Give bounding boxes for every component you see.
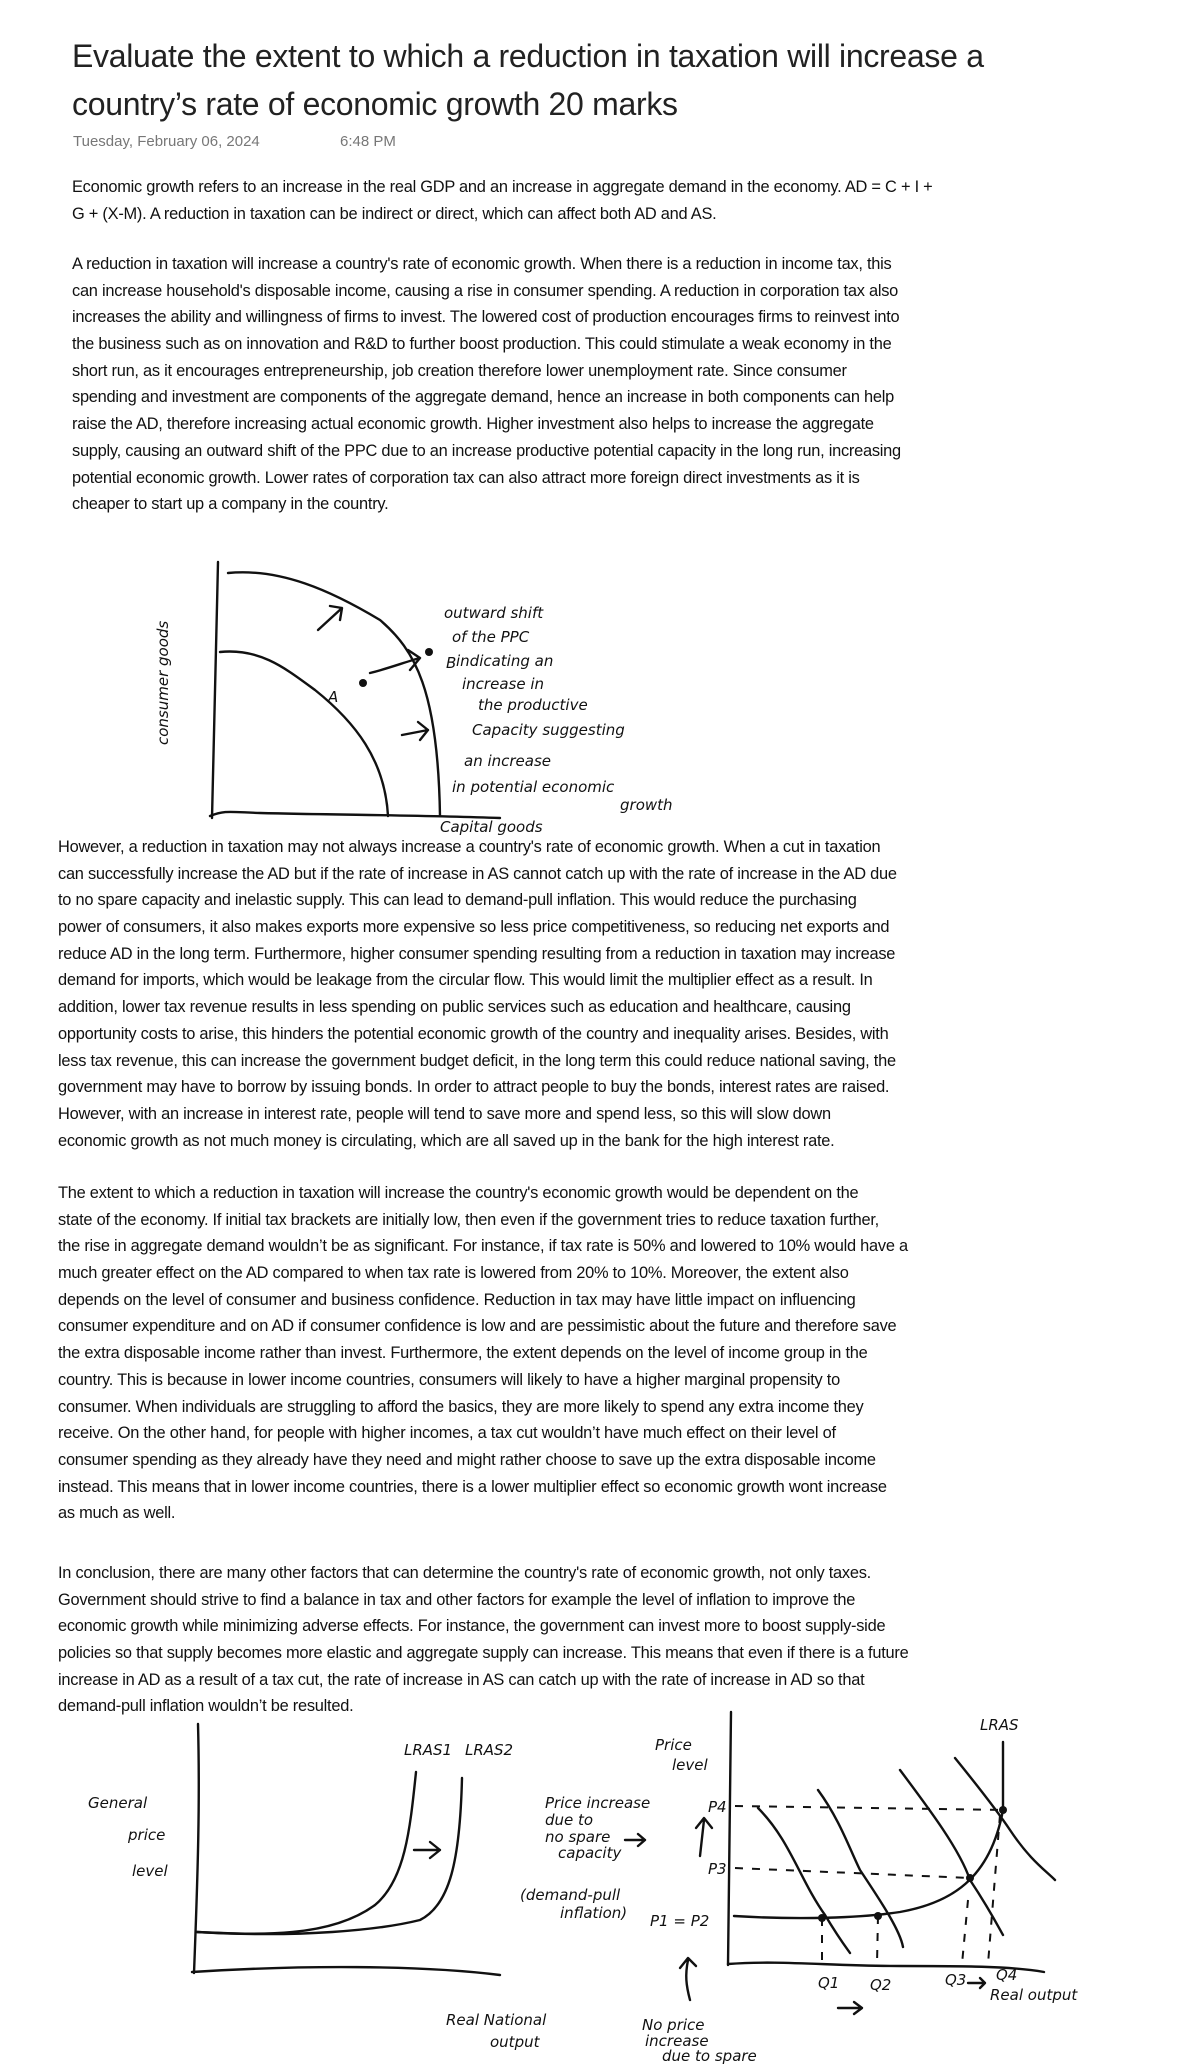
ppc-shifted xyxy=(228,572,440,816)
handwritten-label: increase in xyxy=(462,675,544,693)
ad-as-y-label xyxy=(655,1736,709,1774)
ad2-curve xyxy=(818,1790,903,1947)
ppc-y-label: consumer goods xyxy=(154,620,172,745)
handwritten-label: output xyxy=(490,2033,540,2051)
paragraph-line: policies so that supply becomes more elastic and aggregate supply can increase. This means that even if there is a future xyxy=(58,1644,909,1663)
as-curve xyxy=(734,1810,1003,1918)
q1-label: Q1 xyxy=(818,1974,840,1992)
handwritten-label: level xyxy=(132,1862,168,1880)
paragraph-line: government may have to borrow by issuing bonds. In order to attract people to buy the bonds, interest rates are raised. xyxy=(58,1078,890,1097)
paragraph-line: raise the AD, therefore increasing actual economic growth. Higher investment also helps to increase the aggregate xyxy=(72,415,874,434)
ad4-curve xyxy=(955,1758,1055,1880)
handwritten-label: No price xyxy=(642,2016,705,2034)
ppc-annotation xyxy=(444,604,673,814)
handwritten-label: due to spare xyxy=(662,2047,757,2065)
handwritten-label: inflation) xyxy=(560,1904,628,1922)
note-price-increase xyxy=(545,1794,650,1862)
x-axis xyxy=(192,1967,500,1975)
paragraph-line: However, a reduction in taxation may not always increase a country's rate of economic growth. When a cut in taxation xyxy=(58,838,881,856)
paragraph-line: increases the ability and willingness of firms to invest. The lowered cost of production encourages firms to reinvest into xyxy=(72,308,900,327)
paragraph-arguments-for xyxy=(72,251,901,518)
handwritten-label: General xyxy=(88,1794,148,1812)
note-demand-pull xyxy=(520,1886,627,1922)
arrow-icon xyxy=(625,1834,645,1846)
q3-guide xyxy=(962,1900,968,1964)
p3-guide xyxy=(735,1868,970,1878)
title-line: country’s rate of economic growth 20 marks xyxy=(72,86,678,122)
q4-guide xyxy=(988,1815,1000,1964)
arrow-icon xyxy=(402,722,428,740)
equilibrium-point xyxy=(999,1806,1007,1814)
arrow-icon xyxy=(370,650,420,673)
handwritten-label: Price increase xyxy=(545,1794,651,1812)
handwritten-label: Capacity suggesting xyxy=(472,721,625,739)
arrow-icon xyxy=(414,1842,440,1858)
q3-label: Q3 xyxy=(945,1971,967,1989)
point-a xyxy=(359,679,367,687)
paragraph-line: demand for imports, which would be leakage from the circular flow. This would limit the multiplier effect as a result. In xyxy=(58,971,873,990)
lras2-label: LRAS2 xyxy=(465,1741,514,1759)
handwritten-label: of the PPC xyxy=(452,628,530,646)
handwritten-label: indicating an xyxy=(456,652,554,670)
paragraph-line: consumer. When individuals are struggling to afford the basics, they are more likely to spend any extra income they xyxy=(58,1397,864,1416)
q2-guide xyxy=(877,1916,878,1964)
lras2-curve xyxy=(197,1778,462,1934)
paragraph-line: as much as well. xyxy=(58,1504,176,1523)
arrow-icon xyxy=(318,606,342,630)
arrow-icon xyxy=(680,1958,696,2000)
paragraph-line: potential economic growth. Lower rates of corporation tax can also attract more foreign direct investments as it is xyxy=(72,468,860,487)
paragraph-line: cheaper to start up a company in the country. xyxy=(72,495,389,514)
point-a-label: A xyxy=(328,688,339,706)
paragraph-line: instead. This means that in lower income countries, there is a lower multiplier effect so economic growth wont increase xyxy=(58,1477,887,1496)
handwritten-label: capacity xyxy=(558,1844,622,1862)
lras1-curve xyxy=(197,1772,416,1934)
paragraph-line: country. This is because in lower income countries, consumers will likely to have a higher marginal propensity to xyxy=(58,1370,840,1389)
paragraph-line: less tax revenue, this can increase the government budget deficit, in the long term this could reduce national saving, the xyxy=(58,1051,896,1070)
lras1-label: LRAS1 xyxy=(404,1741,453,1759)
paragraph-line: economic growth as not much money is circulating, which are all saved up in the bank for the high interest rate. xyxy=(58,1131,835,1150)
paragraph-line: economic growth while minimizing adverse effects. For instance, the government can invest more to boost supply-side xyxy=(58,1617,886,1636)
handwritten-label: (demand-pull xyxy=(520,1886,621,1904)
paragraph-line: consumer expenditure and on AD if consumer confidence is low and are pessimistic about the future and therefore save xyxy=(58,1317,897,1336)
handwritten-label: no spare xyxy=(545,1828,611,1846)
handwritten-label: the productive xyxy=(478,696,588,714)
note-date: Tuesday, February 06, 2024 xyxy=(73,133,260,150)
paragraph-line: short run, as it encourages entrepreneurship, job creation therefore lower unemployment rate. Since consumer xyxy=(72,361,847,380)
paragraph-line: depends on the level of consumer and business confidence. Reduction in tax may have little impact on influencing xyxy=(58,1290,856,1309)
p4-label: P4 xyxy=(708,1798,727,1816)
arrow-icon xyxy=(696,1818,712,1856)
paragraph-line: can increase household's disposable income, causing a rise in consumer spending. A reduction in corporation tax also xyxy=(72,281,899,300)
ad1-curve xyxy=(758,1808,850,1953)
p4-guide xyxy=(735,1806,1003,1810)
x-axis xyxy=(210,812,500,818)
paragraph-line: power of consumers, it also makes exports more expensive so less price competitiveness, so reducing net exports and xyxy=(58,918,890,937)
page-title xyxy=(72,32,984,128)
y-axis xyxy=(194,1724,199,1973)
title-line: Evaluate the extent to which a reduction in taxation will increase a xyxy=(72,38,984,74)
handwritten-label: level xyxy=(672,1756,708,1774)
paragraph-line: supply, causing an outward shift of the PPC due to an increase productive potential capacity in the long run, increasing xyxy=(72,441,901,460)
paragraph-line: can successfully increase the AD but if the rate of increase in AS cannot catch up with the rate of increase in the AD due xyxy=(58,864,897,883)
paragraph-line: In conclusion, there are many other factors that can determine the country's rate of economic growth, not only taxes. xyxy=(58,1564,871,1582)
equilibrium-point xyxy=(818,1914,826,1922)
q4-label: Q4 xyxy=(996,1966,1018,1984)
paragraph-line: receive. On the other hand, for people with higher incomes, a tax cut wouldn’t have much effect on their level of xyxy=(58,1424,836,1443)
paragraph-line: demand-pull inflation wouldn’t be resulted. xyxy=(58,1697,354,1716)
ad3-curve xyxy=(900,1770,1003,1935)
paragraph-line: However, with an increase in interest rate, people will tend to save more and spend less, so this will slow down xyxy=(58,1104,831,1123)
paragraph-line: G + (X-M). A reduction in taxation can be indirect or direct, which can affect both AD and AS. xyxy=(72,204,717,223)
paragraph-line: spending and investment are components of the aggregate demand, hence an increase in both components can help xyxy=(72,388,894,407)
handwritten-label: growth xyxy=(620,796,673,814)
handwritten-label: outward shift xyxy=(444,604,544,622)
paragraph-evaluation xyxy=(58,1180,908,1527)
arrow-icon xyxy=(838,2002,862,2014)
paragraph-line: the extra disposable income rather than invest. Furthermore, the extent depends on the level of income group in the xyxy=(58,1344,868,1363)
equilibrium-point xyxy=(966,1874,974,1882)
handwritten-label: increase xyxy=(645,2032,709,2050)
handwritten-label: price xyxy=(128,1826,166,1844)
x-axis xyxy=(728,1963,1044,1972)
paragraph-line: opportunity costs to arise, this hinders the potential economic growth of the country and inequality arises. Besides, with xyxy=(58,1024,889,1043)
paragraph-line: A reduction in taxation will increase a country's rate of economic growth. When there is a reduction in income tax, this xyxy=(72,255,892,273)
paragraph-line: the business such as on innovation and R&D to further boost production. This could stimulate a weak economy in the xyxy=(72,335,892,354)
equilibrium-point xyxy=(874,1912,882,1920)
point-b-label: B xyxy=(446,654,457,672)
ad-as-x-label: Real output xyxy=(990,1986,1078,2004)
paragraph-line: to no spare capacity and inelastic supply. This can lead to demand-pull inflation. This would reduce the purchasing xyxy=(58,891,857,910)
p1-p2-label: P1 = P2 xyxy=(650,1912,710,1930)
paragraph-line: reduce AD in the long term. Furthermore, higher consumer spending resulting from a reduction in taxation may increase xyxy=(58,944,896,963)
p3-label: P3 xyxy=(708,1860,727,1878)
note-time: 6:48 PM xyxy=(340,133,396,150)
paragraph-line: the rise in aggregate demand wouldn’t be as significant. For instance, if tax rate is 50% and lowered to 10% would have a xyxy=(58,1237,908,1256)
point-b xyxy=(425,648,433,656)
paragraph-line: consumer spending as they already have they need and might rather choose to save up the extra disposable income xyxy=(58,1450,876,1469)
paragraph-conclusion xyxy=(58,1560,908,1720)
q2-label: Q2 xyxy=(870,1976,892,1994)
handwritten-label: Real National xyxy=(446,2011,547,2029)
paragraph-line: The extent to which a reduction in taxation will increase the country's economic growth would be dependent on the xyxy=(58,1184,859,1202)
ppc-x-label: Capital goods xyxy=(440,818,543,836)
paragraph-line: much greater effect on the AD compared to when tax rate is lowered from 20% to 10%. Moreover, the extent also xyxy=(58,1264,849,1283)
handwritten-label: in potential economic xyxy=(452,778,615,796)
handwritten-label: due to xyxy=(545,1811,594,1829)
lras-x-label xyxy=(446,2011,547,2051)
lras-y-label xyxy=(88,1794,169,1880)
paragraph-line: increase in AD as a result of a tax cut, the rate of increase in AS can catch up with the rate of increase in AD so that xyxy=(58,1670,865,1689)
handwritten-label: Price xyxy=(655,1736,692,1754)
arrow-icon xyxy=(968,1978,985,1988)
paragraph-arguments-against xyxy=(58,834,897,1154)
handwritten-label: an increase xyxy=(464,752,552,770)
y-axis xyxy=(728,1712,731,1965)
paragraph-intro xyxy=(72,174,933,227)
paragraph-line: state of the economy. If initial tax brackets are initially low, then even if the government tries to reduce taxation further, xyxy=(58,1210,879,1229)
ppc-original xyxy=(220,651,388,816)
y-axis xyxy=(212,562,218,818)
paragraph-line: Economic growth refers to an increase in the real GDP and an increase in aggregate demand in the economy. AD = C + I + xyxy=(72,178,933,196)
note-no-price-increase xyxy=(642,1958,782,2067)
paragraph-line: addition, lower tax revenue results in less spending on public services such as education and healthcare, causing xyxy=(58,998,851,1017)
paragraph-line: Government should strive to find a balance in tax and other factors for example the level of inflation to improve the xyxy=(58,1590,856,1609)
lras-label: LRAS xyxy=(980,1716,1019,1734)
